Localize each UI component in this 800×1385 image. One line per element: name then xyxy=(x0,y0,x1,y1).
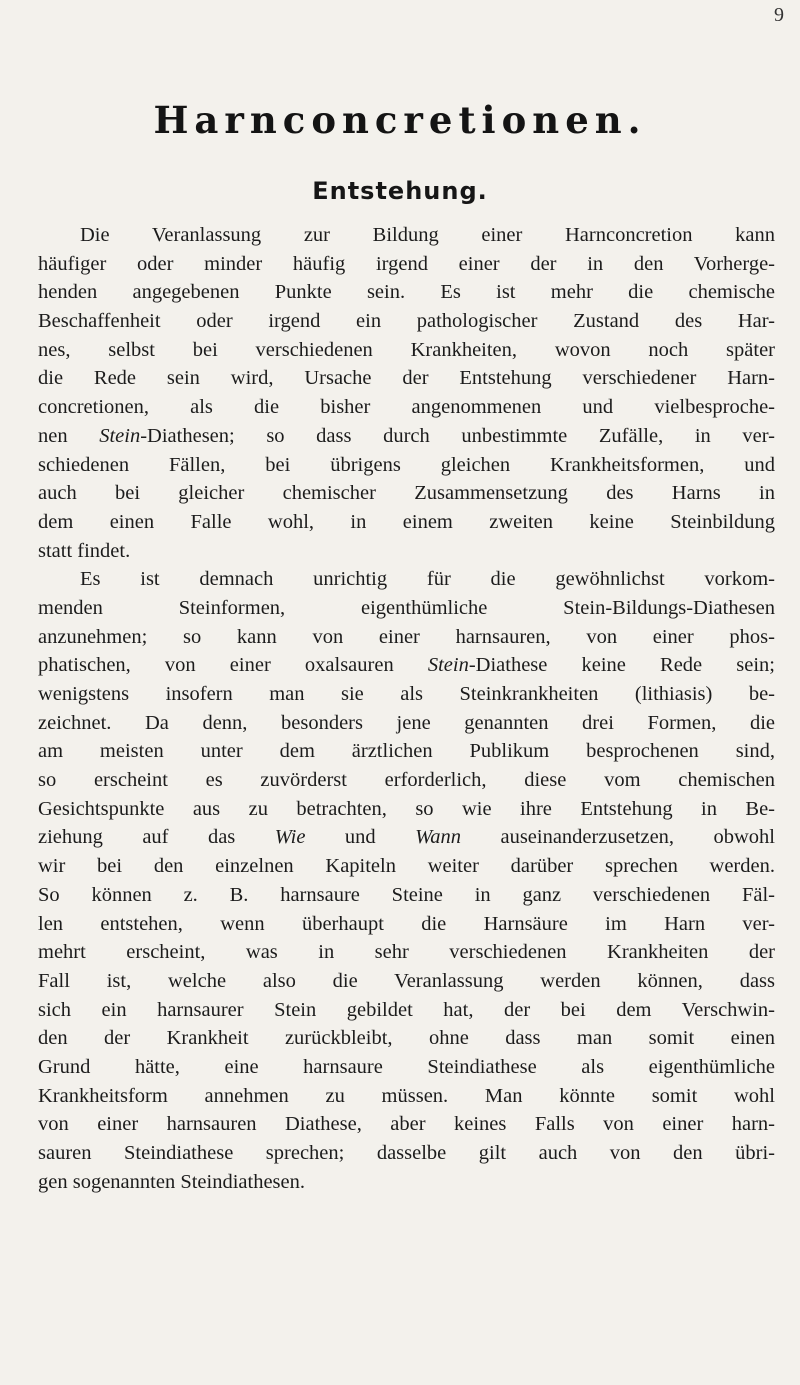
text-line xyxy=(38,422,775,451)
page-title: Harnconcretionen. xyxy=(153,98,647,142)
text-line: Krankheitsform annehmen zu müssen. Man könnte somit wohl xyxy=(38,1084,775,1107)
text-run: Diathese keine Rede sein; xyxy=(475,654,775,677)
body-text xyxy=(38,221,775,1196)
text-line: von einer harnsauren Diathese, aber keines Falls von einer harn- xyxy=(38,1113,775,1136)
text-line: anzunehmen; so kann von einer harnsauren, von einer phos- xyxy=(38,625,775,648)
text-line: statt findet. xyxy=(38,539,131,562)
emphasis: Stein- xyxy=(427,654,476,677)
text-run: Diathesen; so dass durch unbestimmte Zufälle, in ver- xyxy=(147,424,775,447)
text-line: nes, selbst bei verschiedenen Krankheiten, wovon noch später xyxy=(38,338,775,361)
text-line: auch bei gleicher chemischer Zusammensetzung des Harns in xyxy=(38,482,775,505)
emphasis: Wann xyxy=(415,826,462,849)
text-line: häufiger oder minder häufig irgend einer der in den Vorherge- xyxy=(38,252,775,275)
text-line: am meisten unter dem ärztlichen Publikum besprochenen sind, xyxy=(38,740,775,763)
text-line: Beschaffenheit oder irgend ein pathologischer Zustand des Har- xyxy=(38,310,775,333)
text-line: zeichnet. Da denn, besonders jene genannten drei Formen, die xyxy=(38,711,775,734)
text-line: Gesichtspunkte aus zu betrachten, so wie ihre Entstehung in Be- xyxy=(38,797,775,820)
section-heading: Entstehung. xyxy=(312,177,488,205)
text-run: phatischen, von einer oxalsauren xyxy=(38,654,428,677)
text-line: wenigstens insofern man sie als Steinkrankheiten (lithiasis) be- xyxy=(38,683,775,705)
text-line: mehrt erscheint, was in sehr verschiedenen Krankheiten der xyxy=(38,941,775,964)
text-line xyxy=(38,651,775,680)
text-line: schiedenen Fällen, bei übrigens gleichen Krankheitsformen, und xyxy=(38,453,775,476)
text-run: ziehung auf das xyxy=(38,826,275,849)
emphasis: Stein- xyxy=(99,424,148,447)
text-line: sauren Steindiathese sprechen; dasselbe gilt auch von den übri- xyxy=(38,1142,775,1164)
text-line: So können z. B. harnsaure Steine in ganz verschiedenen Fäl- xyxy=(38,883,775,906)
text-line: sich ein harnsaurer Stein gebildet hat, der bei dem Verschwin- xyxy=(38,998,775,1021)
text-run: nen xyxy=(38,424,100,447)
emphasis: Wie xyxy=(274,826,306,849)
text-line: wir bei den einzelnen Kapiteln weiter darüber sprechen werden. xyxy=(38,855,775,878)
text-line: henden angegebenen Punkte sein. Es ist mehr die chemische xyxy=(38,281,775,304)
text-line: dem einen Falle wohl, in einem zweiten keine Steinbildung xyxy=(38,510,775,533)
text-line: Fall ist, welche also die Veranlassung werden können, dass xyxy=(38,969,775,992)
text-line: den der Krankheit zurückbleibt, ohne dass man somit einen xyxy=(38,1027,775,1050)
text-line: len entstehen, wenn überhaupt die Harnsäure im Harn ver- xyxy=(38,912,775,935)
text-run: und xyxy=(305,826,416,849)
text-line xyxy=(38,823,775,852)
text-run: auseinanderzusetzen, obwohl xyxy=(461,826,775,849)
text-line: Es ist demnach unrichtig für die gewöhnlichst vorkom- xyxy=(80,568,775,591)
text-line: Grund hätte, eine harnsaure Steindiathese als eigenthümliche xyxy=(38,1055,775,1078)
page-number: 9 xyxy=(774,4,784,26)
text-line: menden Steinformen, eigenthümliche Stein-Bildungs-Diathesen xyxy=(38,596,775,619)
text-line: Die Veranlassung zur Bildung einer Harnconcretion kann xyxy=(80,224,775,246)
text-line: so erscheint es zuvörderst erforderlich, diese vom chemischen xyxy=(38,769,775,792)
text-line: gen sogenannten Steindiathesen. xyxy=(38,1170,306,1193)
text-line: concretionen, als die bisher angenommenen und vielbesproche- xyxy=(38,396,775,419)
text-line: die Rede sein wird, Ursache der Entstehung verschiedener Harn- xyxy=(38,367,775,390)
